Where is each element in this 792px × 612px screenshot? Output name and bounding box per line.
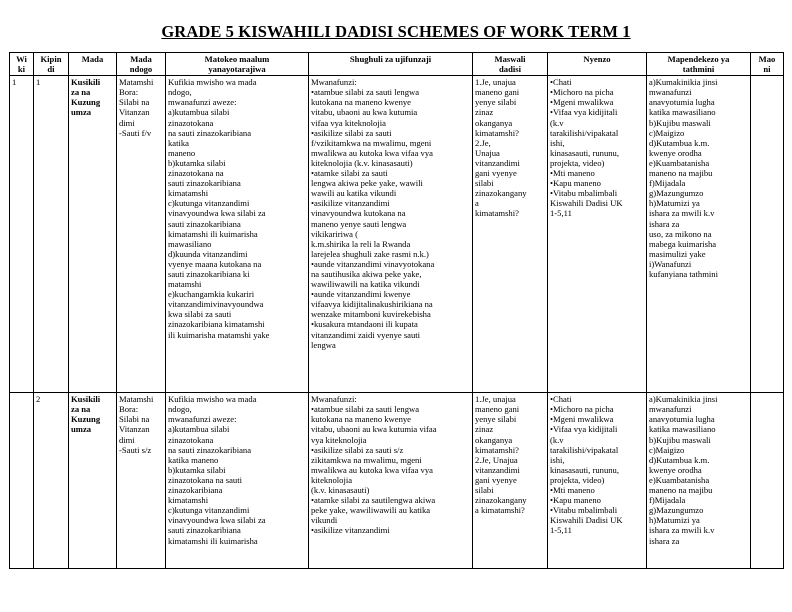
cell-line: ishara za — [649, 218, 680, 229]
cell-line: umza — [71, 107, 92, 118]
cell-line: projekta, video) — [550, 474, 605, 485]
cell-line: g)Mazungumzo — [649, 188, 704, 199]
cell-line: •kusakura mtandaoni ili kupata — [311, 319, 418, 330]
cell-line: d)Kutambua k.m. — [649, 454, 710, 465]
header-line: Nyenzo — [583, 54, 611, 64]
cell-line: katika — [168, 137, 189, 148]
header-line: tathmini — [682, 64, 715, 75]
cell-line: •atamke silabi za sautilengwa akiwa — [311, 495, 436, 506]
cell-line: zinazokangany — [475, 188, 527, 199]
cell-line: a kimatamshi? — [475, 505, 525, 516]
cell-line: mwalikwa au kutoka kwa vifaa vya — [311, 147, 433, 158]
cell-line: kinasasauti, rununu, — [550, 464, 619, 475]
cell-line: a)Kumakinikia jinsi — [649, 394, 718, 405]
cell-line: •asikilize silabi za sauti — [311, 127, 392, 138]
mada-ndogo-cell — [117, 76, 166, 393]
cell-line: wawiliwawili na katika vikundi — [311, 279, 420, 290]
cell-line: Kiswahili Dadisi UK — [550, 198, 623, 209]
header-mada-ndogo — [117, 53, 166, 76]
cell-line: larejelea shughuli zake rasmi n.k.) — [311, 248, 429, 259]
mapendekezo-cell — [647, 76, 751, 393]
cell-line: •aunde vitanzandimi kwenye — [311, 289, 411, 300]
cell-line: d)Kutambua k.m. — [649, 137, 710, 148]
cell-line: •Kapu maneno — [550, 178, 601, 189]
header-maswali — [473, 53, 548, 76]
cell-line: mwanafunzi aweze: — [168, 97, 237, 108]
mada-ndogo-cell — [117, 393, 166, 569]
cell-line: (k.v. kinasasauti) — [311, 485, 370, 496]
cell-line: •Vitabu mbalimbali — [550, 505, 618, 516]
maoni-cell — [751, 76, 784, 393]
cell-line: e)Kuambatanisha — [649, 474, 710, 485]
cell-line: lengwa — [311, 339, 336, 350]
cell-line: Kuzung — [71, 97, 101, 108]
cell-line: vitanzandimi — [475, 464, 520, 475]
cell-line: h)Matumizi ya — [649, 198, 700, 209]
cell-line: sauti zinazokaribiana — [168, 178, 241, 189]
page-title: GRADE 5 KISWAHILI DADISI SCHEMES OF WORK TERM 1 — [161, 22, 631, 41]
maoni-cell — [751, 393, 784, 569]
cell-line: sauti zinazokaribiana — [168, 525, 241, 536]
cell-line: a)kutambua silabi — [168, 424, 230, 435]
header-mapendekezo — [647, 53, 751, 76]
cell-line: kinasasauti, rununu, — [550, 147, 619, 158]
cell-line: yenye silabi — [475, 97, 517, 108]
cell-line: ishara za — [649, 535, 680, 546]
cell-line: zinazotokana na — [168, 168, 224, 179]
cell-line: lengwa akiwa peke yake, wawili — [311, 178, 423, 189]
cell-line: gani vyenye — [475, 168, 517, 179]
cell-line: za na — [71, 87, 91, 98]
mada-cell — [69, 76, 117, 393]
cell-line: Kusikili — [71, 77, 101, 88]
cell-line: zinaz — [475, 424, 494, 435]
cell-line: katika maneno — [168, 454, 219, 465]
cell-line: vitanzandimi — [475, 157, 520, 168]
cell-line: silabi — [475, 485, 494, 496]
cell-line: kimatamshi — [168, 495, 209, 506]
cell-line: 1-5,11 — [550, 208, 572, 219]
cell-line: ishi, — [550, 454, 565, 465]
cell-line: 1.Je, unajua — [475, 394, 516, 405]
cell-line: Vitanzan — [119, 107, 150, 118]
cell-line: ishara za mwili k.v — [649, 208, 715, 219]
cell-line: zinazokaribiana — [168, 485, 223, 496]
cell-line: a — [475, 198, 479, 209]
header-line: Wi — [16, 54, 27, 64]
cell-line: mwalikwa au kutoka kwa vifaa vya — [311, 464, 433, 475]
cell-line: i)Wanafunzi — [649, 258, 692, 269]
wiki-cell — [10, 393, 34, 569]
header-line: Mao — [758, 54, 776, 64]
cell-line: •Mgeni mwalikwa — [550, 97, 614, 108]
cell-line: f/vzikitamkwa na mwalimu, mgeni — [311, 137, 432, 148]
header-line: di — [47, 64, 55, 75]
cell-line: kwenye orodha — [649, 147, 702, 158]
wiki-cell: 1 — [10, 76, 34, 393]
cell-line: vifaa vya kiteknolojia — [311, 117, 386, 128]
cell-line: -Sauti f/v — [119, 127, 152, 138]
cell-line: b)kutamka silabi — [168, 464, 226, 475]
header-line: Mada — [130, 54, 152, 64]
cell-line: kimatamshi ili kuimarisha — [168, 535, 258, 546]
cell-line: •Vifaa vya kidijitali — [550, 107, 618, 118]
header-line: Kipin — [40, 54, 62, 64]
cell-line: mabega kuimarisha — [649, 238, 717, 249]
header-line: ki — [17, 64, 26, 75]
cell-line: zinazokaribiana kimatamshi — [168, 319, 265, 330]
cell-line: kimatamshi — [168, 188, 209, 199]
cell-line: na sautihusika akiwa peke yake, — [311, 268, 422, 279]
cell-line: c)kutunga vitanzandimi — [168, 505, 250, 516]
cell-line: Kiswahili Dadisi UK — [550, 515, 623, 526]
shughuli-cell — [309, 76, 473, 393]
cell-line: •Chati — [550, 77, 572, 88]
cell-line: zinazotokana — [168, 117, 214, 128]
cell-line: •asikilize vitanzandimi — [311, 198, 390, 209]
cell-line: sauti zinazokaribiana ki — [168, 268, 250, 279]
cell-line: •aunde vitanzandimi vinavyotokana — [311, 258, 435, 269]
cell-line: Bora: — [119, 404, 139, 415]
cell-line: maneno na majibu — [649, 168, 713, 179]
cell-line: vinavyoundwa kwa silabi za — [168, 208, 266, 219]
cell-line: okanganya — [475, 434, 513, 445]
cell-line: umza — [71, 424, 92, 435]
cell-line: zinazokangany — [475, 495, 527, 506]
cell-line: katika mawasiliano — [649, 424, 716, 435]
cell-line: 1.Je, unajua — [475, 77, 516, 88]
cell-line: mwanafunzi aweze: — [168, 414, 237, 425]
cell-line: zinazotokana na sauti — [168, 474, 242, 485]
cell-line: •Vitabu mbalimbali — [550, 188, 618, 199]
cell-line: kimatamshi? — [475, 444, 519, 455]
cell-line: 1-5,11 — [550, 525, 572, 536]
cell-line: f)Mijadala — [649, 178, 686, 189]
cell-line: vitanzandimivinavyoundwa — [168, 299, 264, 310]
cell-line: dimi — [119, 434, 135, 445]
cell-line: -Sauti s/z — [119, 444, 152, 455]
cell-line: 2.Je, — [475, 137, 491, 148]
cell-line: Kufikia mwisho wa mada — [168, 77, 257, 88]
cell-line: yenye silabi — [475, 414, 517, 425]
cell-line: maneno gani — [475, 87, 520, 98]
mapendekezo-cell — [647, 393, 751, 569]
header-line: yanayotarajiwa — [208, 64, 266, 75]
cell-line: Silabi na — [119, 414, 150, 425]
cell-line: •Michoro na picha — [550, 87, 614, 98]
cell-line: tarakilishi/vipakatal — [550, 444, 619, 455]
cell-line: maneno gani — [475, 404, 520, 415]
cell-line: dimi — [119, 117, 135, 128]
cell-line: wawili au katika vikundi — [311, 188, 397, 199]
cell-line: g)Mazungumzo — [649, 505, 704, 516]
header-line: Matokeo maalum — [204, 54, 270, 64]
maswali-cell — [473, 393, 548, 569]
cell-line: mawasiliano — [168, 238, 212, 249]
cell-line: vinavyoundwa kwa silabi za — [168, 515, 266, 526]
table-row — [10, 393, 784, 569]
header-line: ni — [763, 64, 771, 75]
cell-line: •asikilize silabi za sauti s/z — [311, 444, 404, 455]
cell-line: •Michoro na picha — [550, 404, 614, 415]
cell-line: kwa silabi za sauti — [168, 309, 232, 320]
cell-line: e)kuchangamkia kukariri — [168, 289, 255, 300]
cell-line: Matamshi — [119, 394, 154, 405]
cell-line: b)Kujibu maswali — [649, 117, 711, 128]
cell-line: anavyotumia lugha — [649, 414, 715, 425]
cell-line: na sauti zinazokaribiana — [168, 444, 252, 455]
cell-line: •Chati — [550, 394, 572, 405]
cell-line: Mwanafunzi: — [311, 394, 357, 405]
cell-line: kutokana na maneno kwenye — [311, 97, 411, 108]
cell-line: maneno — [168, 147, 196, 158]
table-header-row — [10, 53, 784, 76]
cell-line: masimulizi yake — [649, 248, 706, 259]
cell-line: •asikilize vitanzandimi — [311, 525, 390, 536]
cell-line: kufanyiana tathmini — [649, 268, 718, 279]
cell-line: Bora: — [119, 87, 139, 98]
header-line: Mapendekezo ya — [667, 54, 730, 64]
cell-line: Vitanzan — [119, 424, 150, 435]
cell-line: okanganya — [475, 117, 513, 128]
cell-line: 2.Je, Unajua — [475, 454, 518, 465]
cell-line: anavyotumia lugha — [649, 97, 715, 108]
maswali-cell — [473, 76, 548, 393]
cell-line: Silabi na — [119, 97, 150, 108]
cell-line: katika mawasiliano — [649, 107, 716, 118]
mada-cell — [69, 393, 117, 569]
cell-line: zinaz — [475, 107, 494, 118]
cell-line: ili kuimarisha matamshi yake — [168, 329, 270, 340]
cell-line: •Mgeni mwalikwa — [550, 414, 614, 425]
cell-line: vinavyoundwa kutokana na — [311, 208, 406, 219]
cell-line: vifaavya kidijitalinakushirikiana na — [311, 299, 433, 310]
cell-line: Kusikili — [71, 394, 101, 405]
cell-line: d)kuunda vitanzandimi — [168, 248, 248, 259]
cell-line: ndogo, — [168, 404, 192, 415]
cell-line: •Mti maneno — [550, 168, 595, 179]
header-line: Mada — [81, 54, 104, 64]
matokeo-cell — [166, 76, 309, 393]
nyenzo-cell — [548, 76, 647, 393]
cell-line: ishi, — [550, 137, 565, 148]
nyenzo-cell — [548, 393, 647, 569]
cell-line: kimatamshi ili kuimarisha — [168, 228, 258, 239]
cell-line: silabi — [475, 178, 494, 189]
cell-line: vikundi — [311, 515, 338, 526]
cell-line: kimatamshi? — [475, 127, 519, 138]
cell-line: vitanzandimi zaidi vyenye sauti — [311, 329, 421, 340]
cell-line: a)Kumakinikia jinsi — [649, 77, 718, 88]
cell-line: kwenye orodha — [649, 464, 702, 475]
schemes-table — [9, 52, 784, 569]
cell-line: mwanafunzi — [649, 87, 692, 98]
cell-line: kimatamshi? — [475, 208, 519, 219]
cell-line: maneno yenye sauti lengwa — [311, 218, 407, 229]
cell-line: maneno na majibu — [649, 485, 713, 496]
cell-line: vyenye maana kutokana na — [168, 258, 262, 269]
cell-line: ishara za mwili k.v — [649, 525, 715, 536]
cell-line: ndogo, — [168, 87, 192, 98]
kipindi-cell: 2 — [34, 393, 69, 569]
cell-line: c)Maigizo — [649, 127, 685, 138]
cell-line: (k.v — [550, 434, 564, 445]
cell-line: vitabu, ubaoni au kwa kutumia — [311, 107, 418, 118]
cell-line: •atamke silabi za sauti — [311, 168, 388, 179]
cell-line: Mwanafunzi: — [311, 77, 357, 88]
cell-line: •Mti maneno — [550, 485, 595, 496]
cell-line: b)Kujibu maswali — [649, 434, 711, 445]
cell-line: peke yake, wawiliwawili au katika — [311, 505, 431, 516]
cell-line: kutokana na maneno kwenye — [311, 414, 411, 425]
kipindi-cell: 1 — [34, 76, 69, 393]
cell-line: kiteknolojia (k.v. kinasasauti) — [311, 157, 413, 168]
cell-line: matamshi — [168, 279, 202, 290]
cell-line: c)Maigizo — [649, 444, 685, 455]
cell-line: •atambue silabi za sauti lengwa — [311, 404, 420, 415]
cell-line: •atambue silabi za sauti lengwa — [311, 87, 420, 98]
cell-line: h)Matumizi ya — [649, 515, 700, 526]
cell-line: (k.v — [550, 117, 564, 128]
cell-line: na sauti zinazokaribiana — [168, 127, 252, 138]
header-wiki — [10, 53, 34, 76]
cell-line: f)Mijadala — [649, 495, 686, 506]
header-line: Maswali — [494, 54, 526, 64]
header-mada — [69, 53, 117, 76]
cell-line: Kuzung — [71, 414, 101, 425]
cell-line: zikitamkwa na mwalimu, mgeni — [311, 454, 422, 465]
header-matokeo — [166, 53, 309, 76]
table-row — [10, 76, 784, 393]
cell-line: wenzake mitamboni kuvirekebisha — [311, 309, 431, 320]
cell-line: sauti zinazokaribiana — [168, 218, 241, 229]
cell-line: projekta, video) — [550, 157, 605, 168]
cell-line: mwanafunzi — [649, 404, 692, 415]
cell-line: zinazotokana — [168, 434, 214, 445]
cell-line: Matamshi — [119, 77, 154, 88]
cell-line: k.m.shirika la reli la Rwanda — [311, 238, 411, 249]
cell-line: vikikaririwa ( — [311, 228, 359, 239]
cell-line: kiteknolojia — [311, 474, 353, 485]
cell-line: gani vyenye — [475, 474, 517, 485]
cell-line: b)kutamka silabi — [168, 157, 226, 168]
cell-line: •Vifaa vya kidijitali — [550, 424, 618, 435]
cell-line: tarakilishi/vipakatal — [550, 127, 619, 138]
cell-line: za na — [71, 404, 91, 415]
shughuli-cell — [309, 393, 473, 569]
header-line: dadisi — [499, 64, 521, 75]
cell-line: vya kiteknolojia — [311, 434, 367, 445]
header-kipindi — [34, 53, 69, 76]
cell-line: Kufikia mwisho wa mada — [168, 394, 257, 405]
cell-line: c)kutunga vitanzandimi — [168, 198, 250, 209]
header-line: Shughuli za ujifunzaji — [349, 54, 432, 64]
cell-line: vitabu, ubaoni au kwa kutumia vifaa — [311, 424, 437, 435]
cell-line: e)Kuambatanisha — [649, 157, 710, 168]
header-maoni — [751, 53, 784, 76]
cell-line: •Kapu maneno — [550, 495, 601, 506]
cell-line: uso, za mikono na — [649, 228, 712, 239]
matokeo-cell — [166, 393, 309, 569]
cell-line: Unajua — [475, 147, 500, 158]
header-shughuli — [309, 53, 473, 76]
header-line: ndogo — [129, 64, 153, 75]
header-nyenzo — [548, 53, 647, 76]
cell-line: a)kutambua silabi — [168, 107, 230, 118]
